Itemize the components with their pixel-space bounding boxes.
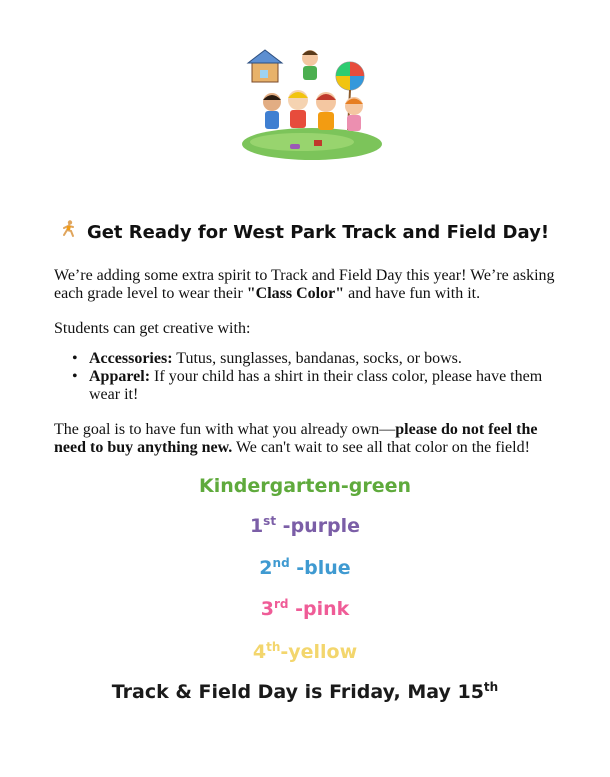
bullet-icon: • (72, 368, 78, 385)
grade-2nd: 2nd -blue (259, 556, 351, 579)
class-color-emphasis: "Class Color" (246, 285, 345, 302)
grade-3rd: 3rd -pink (260, 597, 350, 620)
page-title (0, 220, 610, 243)
list-item-accessories: • Accessories: Tutus, sunglasses, bandanas, socks, or bows. (72, 350, 462, 367)
intro-paragraph: We’re adding some extra spirit to Track and Field Day this year! We’re asking each grade level to wear their "Class Color" and have fun with it. (54, 267, 555, 302)
event-date: Track & Field Day is Friday, May 15th (111, 680, 499, 703)
goal-paragraph: The goal is to have fun with what you already own—please do not feel the need to buy anything new. We can't wait to see all that color on the field! (54, 421, 538, 456)
bullet-icon: • (72, 350, 78, 367)
title-text: Get Ready for West Park Track and Field Day! (86, 222, 550, 243)
creative-prompt: Students can get creative with: (54, 320, 251, 337)
grade-kindergarten: Kindergarten-green (198, 475, 412, 497)
grade-4th: 4th-yellow (252, 640, 358, 663)
suggestions-list (54, 350, 564, 404)
runner-icon (61, 220, 77, 243)
kids-playing-illustration (232, 40, 384, 164)
goal-emphasis: please do not feel the need to buy anything new. (54, 421, 538, 456)
list-item-apparel: • Apparel: If your child has a shirt in their class color, please have them wear it! (72, 368, 543, 403)
grade-1st: 1st -purple (249, 514, 361, 537)
